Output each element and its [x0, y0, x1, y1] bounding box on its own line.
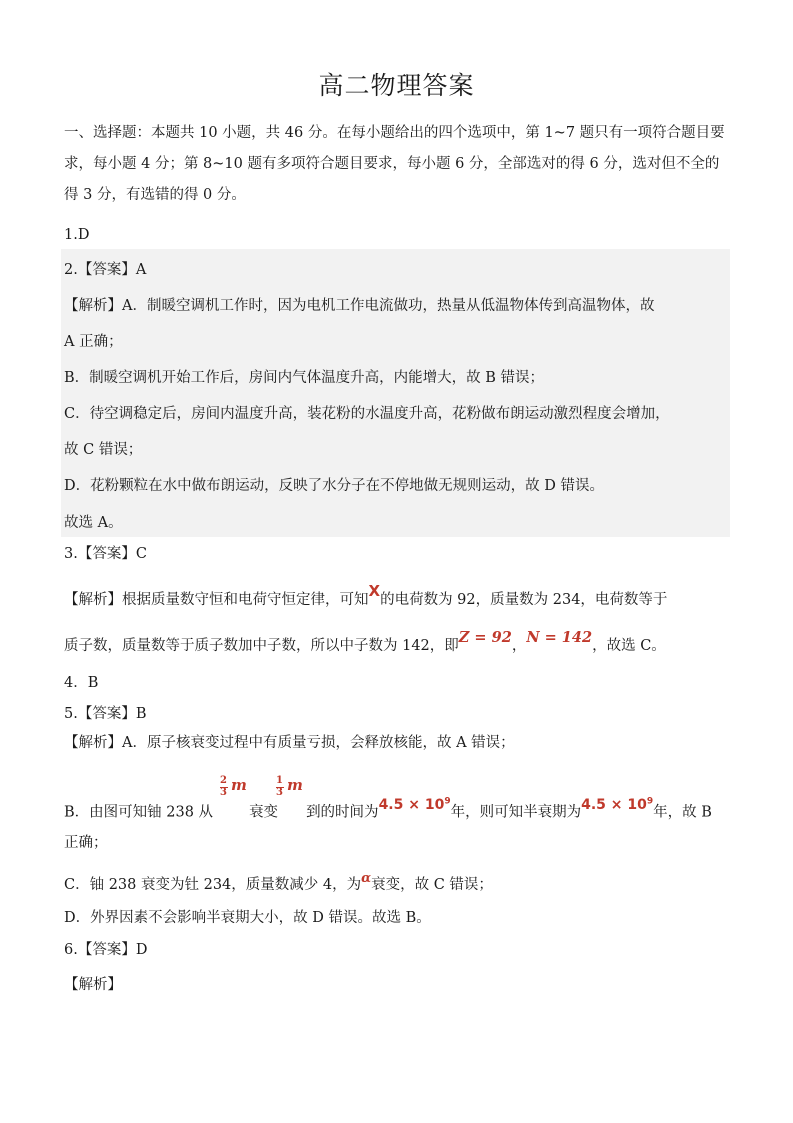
answer-5-text-c2: 衰变，故 C 错误；: [371, 877, 493, 893]
time-value-2: $4.5 \times 10^9$: [581, 796, 654, 813]
page-title: 高二物理答案: [318, 71, 475, 100]
symbol-x: X: [368, 582, 381, 600]
formula-z: Z = 92: [458, 629, 512, 646]
answer-5-text-b3: 到的时间为: [306, 804, 379, 821]
symbol-alpha: α: [361, 871, 372, 886]
answer-5-analysis-b: [64, 796, 730, 822]
time-value-1: $4.5 \times 10^9$: [378, 796, 451, 813]
answer-4: 4．B: [64, 675, 99, 691]
answer-6-label: 6.【答案】D: [64, 942, 148, 958]
document-page: 高二物理答案 一、选择题：本题共 10 小题，共 46 分。在每小题给出的四个选项中，第 1~7 题只有一项符合题目要求，每小题 4 分；第 8~10 题有多项符合题目要求，每小题 6 分，全部选对的得 6 分，选对但不全的得 3 分，有选错的得 0 分。 1.D 2.【答案】A 【解析】A．制暖空调机工作时，因为电机工作电流做功，热量从低温物体传到高温物体，故 A 正确； B．制暖空调机开始工作后，房间内气体温度升高，内能增大，故 B 错误； C．待空调稳定后，房间内温度升高，装花粉的水温度升高，花粉做布朗运动激烈程度会增加， 故 C 错误； D．花粉颗粒在水中做布朗运动，反映了水分子在不停地做无规则运动，故 D 错误。 故选 A。 3.【答案】C 【解析】根据质量数守恒和电荷守恒定律，可知X的电荷数为 92，质量数为 234，电荷数等于 质子数，质量数等于质子数加中子数，所以中子数为 142，即Z = 92，N = 142，故选 C。 4．B 5.【答案】B 【解析】A．原子核衰变过程中有质量亏损，会释放核能，故 A 错误； B．由图可知铀 238 从 衰变 到的时间为$4.5 \times 10^9$年，则可知半衰期为$4.5 \times 10^9$年，故 B 2 3 m 1 3 m 正确； C．铀 238 衰变为钍 234，质量数减少 4，为α衰变，故 C 错误； D．外界因素不会影响半衰期大小，故 D 错误。故选 B。 6.【答案】D 【解析】: [0, 0, 793, 1123]
answer-3-text-1a: 【解析】根据质量数守恒和电荷守恒定律，可知: [64, 592, 369, 608]
answer-1: 1.D: [64, 227, 90, 243]
answer-3-text-2a: 质子数，质量数等于质子数加中子数，所以中子数为 142，即: [64, 638, 459, 654]
answer-3-analysis-line1: [64, 582, 730, 609]
answer-5-analysis-d: D．外界因素不会影响半衰期大小，故 D 错误。故选 B。: [64, 910, 431, 926]
answer-2-analysis-c-cont: 故 C 错误；: [64, 442, 143, 458]
answer-2-label: 2.【答案】A: [64, 262, 147, 278]
answer-2-conclusion: 故选 A。: [64, 515, 123, 531]
answer-3-analysis-line2: [64, 629, 730, 655]
answer-5-text-b4: 年，则可知半衰期为: [450, 804, 582, 821]
answer-5-analysis-c: [64, 871, 730, 895]
answer-2-analysis-a-cont: A 正确；: [64, 334, 123, 350]
answer-5-analysis-a: 【解析】A．原子核衰变过程中有质量亏损，会释放核能，故 A 错误；: [64, 735, 515, 751]
section-intro: 一、选择题：本题共 10 小题，共 46 分。在每小题给出的四个选项中，第 1~7 题只有一项符合题目要求，每小题 4 分；第 8~10 题有多项符合题目要求，每小题 6 分，全部选对的得 6 分，选对但不全的得 3 分，有选错的得 0 分。: [64, 125, 725, 203]
answer-5-text-b2: 衰变: [249, 804, 279, 821]
answer-5-analysis-b-cont: 正确；: [64, 835, 108, 851]
answer-5-text-c1: C．铀 238 衰变为钍 234，质量数减少 4，为: [64, 877, 362, 893]
answer-5-text-b5: 年，故 B: [653, 804, 712, 821]
answer-3-text-1b: 的电荷数为 92，质量数为 234，电荷数等于: [380, 592, 668, 608]
answer-6-analysis: 【解析】: [64, 977, 122, 993]
answer-2-analysis-d: D．花粉颗粒在水中做布朗运动，反映了水分子在不停地做无规则运动，故 D 错误。: [64, 478, 604, 494]
answer-3-text-2b: ，故选 C。: [592, 638, 666, 654]
answer-5-text-b1: B．由图可知铀 238 从: [64, 804, 214, 821]
answer-5-label: 5.【答案】B: [64, 706, 147, 722]
answer-2-analysis-b: B．制暖空调机开始工作后，房间内气体温度升高，内能增大，故 B 错误；: [64, 370, 545, 386]
formula-n: N = 142: [526, 629, 593, 646]
answer-2-analysis-c: C．待空调稳定后，房间内温度升高，装花粉的水温度升高，花粉做布朗运动激烈程度会增加，: [64, 406, 670, 422]
answer-2-analysis-a: 【解析】A．制暖空调机工作时，因为电机工作电流做功，热量从低温物体传到高温物体，故: [64, 298, 655, 314]
answer-3-comma: ，: [511, 638, 527, 654]
answer-3-label: 3.【答案】C: [64, 546, 147, 562]
